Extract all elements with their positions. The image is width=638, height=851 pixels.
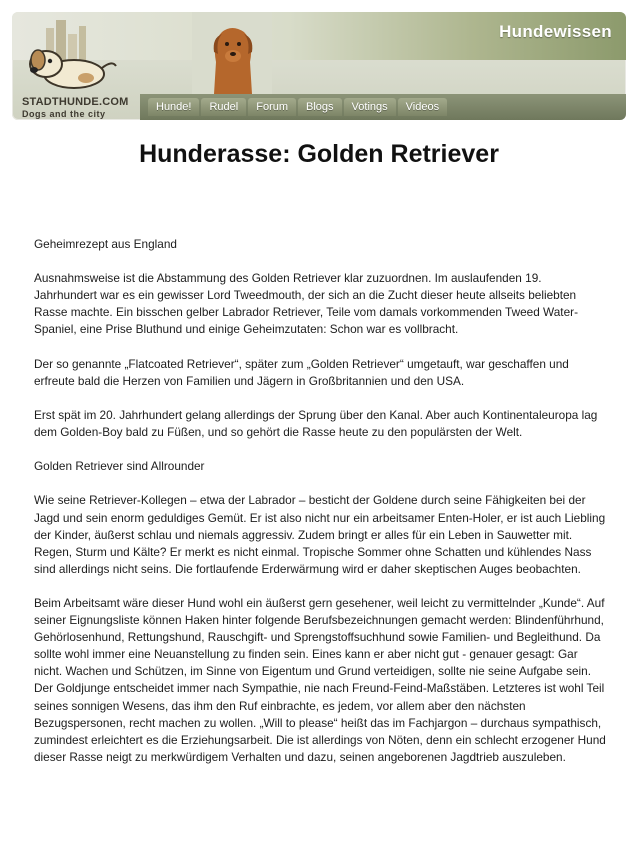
page-title: Hunderasse: Golden Retriever xyxy=(139,140,499,168)
nav-item-hunde[interactable]: Hunde! xyxy=(148,98,199,116)
section-heading: Golden Retriever sind Allrounder xyxy=(34,459,205,474)
site-banner xyxy=(12,12,626,120)
paragraph: Ausnahmsweise ist die Abstammung des Golden Retriever klar zuzuordnen. Im auslaufenden 19. Jahrhundert war es ein gewisser Lord Tweedmouth, der sich an die Zucht dieser heute allseits beliebten Rasse machte. Ein bisschen gelber Labrador Retriever, Teile vom damals vorkommenden Tweed Water-Spaniel, eine Prise Bluthund und einige Geheimzutaten: Schon war es vollbracht. xyxy=(34,271,579,337)
nav-item-votings[interactable]: Votings xyxy=(344,98,396,116)
main-nav xyxy=(148,98,447,116)
article-body xyxy=(34,236,606,783)
site-section-title: Hundewissen xyxy=(499,22,612,41)
paragraph: Erst spät im 20. Jahrhundert gelang allerdings der Sprung über den Kanal. Aber auch Kontinentaleuropa lag dem Golden-Boy bald zu Füßen, und so gehört die Rasse heute zu den populärsten der Welt. xyxy=(34,407,598,440)
logo-text: STADTHUNDE.COM xyxy=(22,96,129,108)
paragraph: Beim Arbeitsamt wäre dieser Hund wohl ein äußerst gern gesehener, weil leicht zu vermittelnder „Kunde“. Auf seiner Eignungsliste können Haken hinter folgende Berufsbezeichnungen gemacht werden: Blindenführhund, Gehörlosenhund, Rettungshund, Rauschgift- und Sprengstoffsuchhund sowie Familien- und Begleithund. Da sollte wohl immer eine Neuanstellung zu finden sein. Eines kann er aber nicht gut - genauer gesagt: Gar nicht. Wachen und Schützen, im Sinne von Eigentum und Grund verteidigen, sollte nie seine Aufgabe sein. Der Goldjunge entscheidet immer nach Sympathie, nie nach Freund-Feind-Maßstäben. Letzteres ist wohl Teil seines sonnigen Wesens, das ihm den Ruf einbrachte, es jedem, vor allem aber den nächsten Bezugspersonen, recht machen zu wollen. „Will to please“ heißt das im Fachjargon – durchaus sympathisch, zumindest erleichtert es die Erziehungsarbeit. Die ist allerdings von Nöten, denn ein schlecht erzogener Hund dieser Rasse neigt zu merkwürdigem Verhalten und dazu, seinen angeborenen Jagdtrieb auszuleben. xyxy=(34,595,606,764)
site-logo[interactable] xyxy=(16,16,134,119)
nav-item-videos[interactable]: Videos xyxy=(398,98,447,116)
retriever-photo xyxy=(192,12,272,94)
paragraph: Wie seine Retriever-Kollegen – etwa der Labrador – besticht der Goldene durch seine Fähigkeiten bei der Jagd und sein enorm geduldiges Gemüt. Er ist also nicht nur ein arbeitsamer Enten-Holer, er ist auch Liebling der Kinder, äußerst schlau und niemals aggressiv. Zudem bringt er alles für ein Leben in Sauwetter mit. Regen, Sturm und Kälte? Er merkt es nicht einmal. Tropische Sommer ohne Schatten und kühlendes Nass sind allerdings nicht seins. Die fortlaufende Erderwärmung wird er daher skeptischen Auges beobachten. xyxy=(34,493,606,576)
logo-dog-icon xyxy=(16,16,134,96)
logo-tagline: Dogs and the city xyxy=(22,109,106,119)
paragraph: Der so genannte „Flatcoated Retriever“, später zum „Golden Retriever“ umgetauft, war geschaffen und erfreute bald die Herzen von Familien und Jägern in Großbritannien und den USA. xyxy=(34,356,569,388)
nav-item-rudel[interactable]: Rudel xyxy=(201,98,246,116)
nav-item-blogs[interactable]: Blogs xyxy=(298,98,342,116)
section-heading: Geheimrezept aus England xyxy=(34,237,177,251)
nav-item-forum[interactable]: Forum xyxy=(248,98,296,116)
